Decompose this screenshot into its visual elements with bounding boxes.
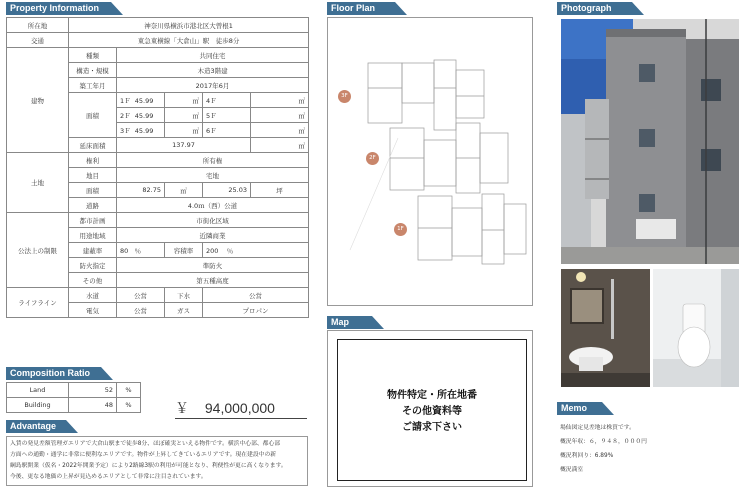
fire-label: 防火指定	[69, 258, 117, 273]
floor-1-area: 45.99	[134, 96, 154, 105]
pct: %	[117, 383, 141, 398]
land-ratio-value: 52	[69, 383, 117, 398]
structure-value: 木造3階建	[117, 63, 309, 78]
pct: %	[117, 398, 141, 413]
electricity-label: 電気	[69, 303, 117, 318]
floor-plan-panel	[327, 17, 533, 306]
water-label: 水道	[69, 288, 117, 303]
land-ratio-label: Land	[7, 383, 69, 398]
composition-header: Composition Ratio	[6, 367, 101, 380]
legal-label: 公法上の制限	[7, 213, 69, 288]
advantage-line: 方面への通勤・通学に非常に便利なエリアです。物件が上昇してきているエリアです。現在建設中の新	[10, 452, 277, 458]
type-value: 共同住宅	[117, 48, 309, 63]
category-value: 宅地	[117, 168, 309, 183]
transport-value: 東急東横線「大倉山」駅 徒歩8分	[69, 33, 309, 48]
floor-3f-badge: 3F	[338, 90, 351, 103]
photograph-header: Photograph	[557, 2, 632, 15]
toilet-photo	[653, 269, 739, 387]
pct: ％	[134, 246, 141, 255]
table-row	[7, 18, 309, 33]
road-value: 4.0ｍ（西）公道	[117, 198, 309, 213]
advantage-line: 入賃の発見差額管理ガエリアで大倉山駅まで徒歩8分、ほぼ確実といえる物件です。横浜中心部、都心部	[10, 441, 281, 447]
location-label: 所在地	[7, 18, 69, 33]
memo-line: 概況年収：６，９４８，０００円	[560, 439, 647, 445]
memo-panel	[557, 417, 740, 487]
land-area-m2: 82.75	[117, 183, 165, 198]
lifeline-label: ライフライン	[7, 288, 69, 318]
unit: ㎡	[298, 111, 306, 120]
building-label: 建物	[7, 48, 69, 153]
photograph-panel	[557, 17, 740, 391]
land-label: 土地	[7, 153, 69, 213]
gas-label: ガス	[165, 303, 203, 318]
electricity-value: 公営	[117, 303, 165, 318]
fire-value: 準防火	[117, 258, 309, 273]
advantage-line: 今後、更なる地価の上昇が見込めるエリアとして非常に注目されています。	[10, 474, 207, 480]
pct: ％	[226, 246, 234, 255]
water-value: 公営	[117, 288, 165, 303]
sewer-label: 下水	[165, 288, 203, 303]
map-notice-line: ご請求下さい	[402, 422, 462, 433]
price-amount: 94,000,000	[204, 400, 275, 416]
floor-plan-header: Floor Plan	[327, 2, 395, 15]
other-label: その他	[69, 273, 117, 288]
floor-6-label: 6Ｆ	[206, 126, 217, 135]
right-label: 権利	[69, 153, 117, 168]
unit: ㎡	[165, 183, 203, 198]
washbasin-photo	[561, 269, 650, 387]
table-row	[7, 383, 141, 398]
price	[175, 398, 307, 419]
map-notice-line: その他資料等	[402, 406, 462, 417]
city-plan-value: 市街化区域	[117, 213, 309, 228]
right-value: 所有権	[117, 153, 309, 168]
map-notice-line: 物件特定・所在地番	[387, 390, 477, 401]
property-info-header: Property Information	[6, 2, 111, 15]
category-label: 地目	[69, 168, 117, 183]
built-label: 築工年月	[69, 78, 117, 93]
table-row	[7, 48, 309, 63]
map-notice	[337, 339, 527, 481]
unit: ㎡	[298, 96, 306, 105]
zoning-label: 用途地域	[69, 228, 117, 243]
unit: ㎡	[298, 141, 306, 150]
memo-line: 場仙図定見差地は株買です。	[560, 425, 635, 431]
structure-label: 構造・規模	[69, 63, 117, 78]
unit: ㎡	[192, 126, 199, 135]
sewer-value: 公営	[203, 288, 309, 303]
floor-area-label: 面積	[69, 93, 117, 138]
memo-header: Memo	[557, 402, 602, 415]
transport-label: 交通	[7, 33, 69, 48]
unit: ㎡	[298, 126, 306, 135]
floor-1f-badge: 1F	[394, 223, 407, 236]
floor-2-label: 2Ｆ	[120, 111, 131, 120]
floor-plan-drawing	[328, 18, 534, 307]
map-header: Map	[327, 316, 372, 329]
map-panel	[327, 330, 533, 487]
floor-3-area: 45.99	[134, 126, 154, 135]
table-row	[7, 288, 309, 303]
table-row	[7, 153, 309, 168]
total-area-value: 137.97	[117, 138, 251, 153]
location-value: 神奈川県横浜市港北区大曽根1	[69, 18, 309, 33]
land-area-label: 面積	[69, 183, 117, 198]
other-value: 第五種高度	[117, 273, 309, 288]
land-area-tsubo: 25.03	[203, 183, 251, 198]
far-value: 200	[206, 246, 219, 255]
floor-2f-badge: 2F	[366, 152, 379, 165]
road-label: 道路	[69, 198, 117, 213]
built-value: 2017年6月	[117, 78, 309, 93]
advantage-header: Advantage	[6, 420, 66, 433]
total-area-label: 延床面積	[69, 138, 117, 153]
advantage-line: 綱島駅開業（仮名・2022年開業予定）により2路線3駅の利用が可能となり、利便性が更に高くなります。	[10, 463, 287, 469]
tsubo-unit: 坪	[251, 183, 309, 198]
coverage-label: 建蔽率	[69, 243, 117, 258]
memo-line: 概況満室	[560, 467, 584, 473]
floor-2-area: 45.99	[134, 111, 154, 120]
unit: ㎡	[192, 111, 199, 120]
memo-line: 概況利回り：6.89%	[560, 453, 614, 459]
table-row	[7, 213, 309, 228]
table-row	[7, 398, 141, 413]
gas-value: プロパン	[203, 303, 309, 318]
zoning-value: 近隣商業	[117, 228, 309, 243]
building-ratio-label: Building	[7, 398, 69, 413]
coverage-value: 80	[120, 246, 129, 255]
building-exterior-photo	[561, 19, 739, 264]
currency-symbol: ￥	[175, 400, 189, 416]
building-ratio-value: 48	[69, 398, 117, 413]
floor-5-label: 5Ｆ	[206, 111, 217, 120]
floor-1-label: 1Ｆ	[120, 96, 131, 105]
unit: ㎡	[192, 96, 199, 105]
floor-4-label: 4Ｆ	[206, 96, 217, 105]
advantage-text	[6, 436, 308, 486]
far-label: 容積率	[165, 243, 203, 258]
type-label: 種類	[69, 48, 117, 63]
floor-3-label: 3Ｆ	[120, 126, 131, 135]
composition-table	[6, 382, 141, 413]
table-row	[7, 33, 309, 48]
city-plan-label: 都市計画	[69, 213, 117, 228]
property-table	[6, 17, 309, 318]
